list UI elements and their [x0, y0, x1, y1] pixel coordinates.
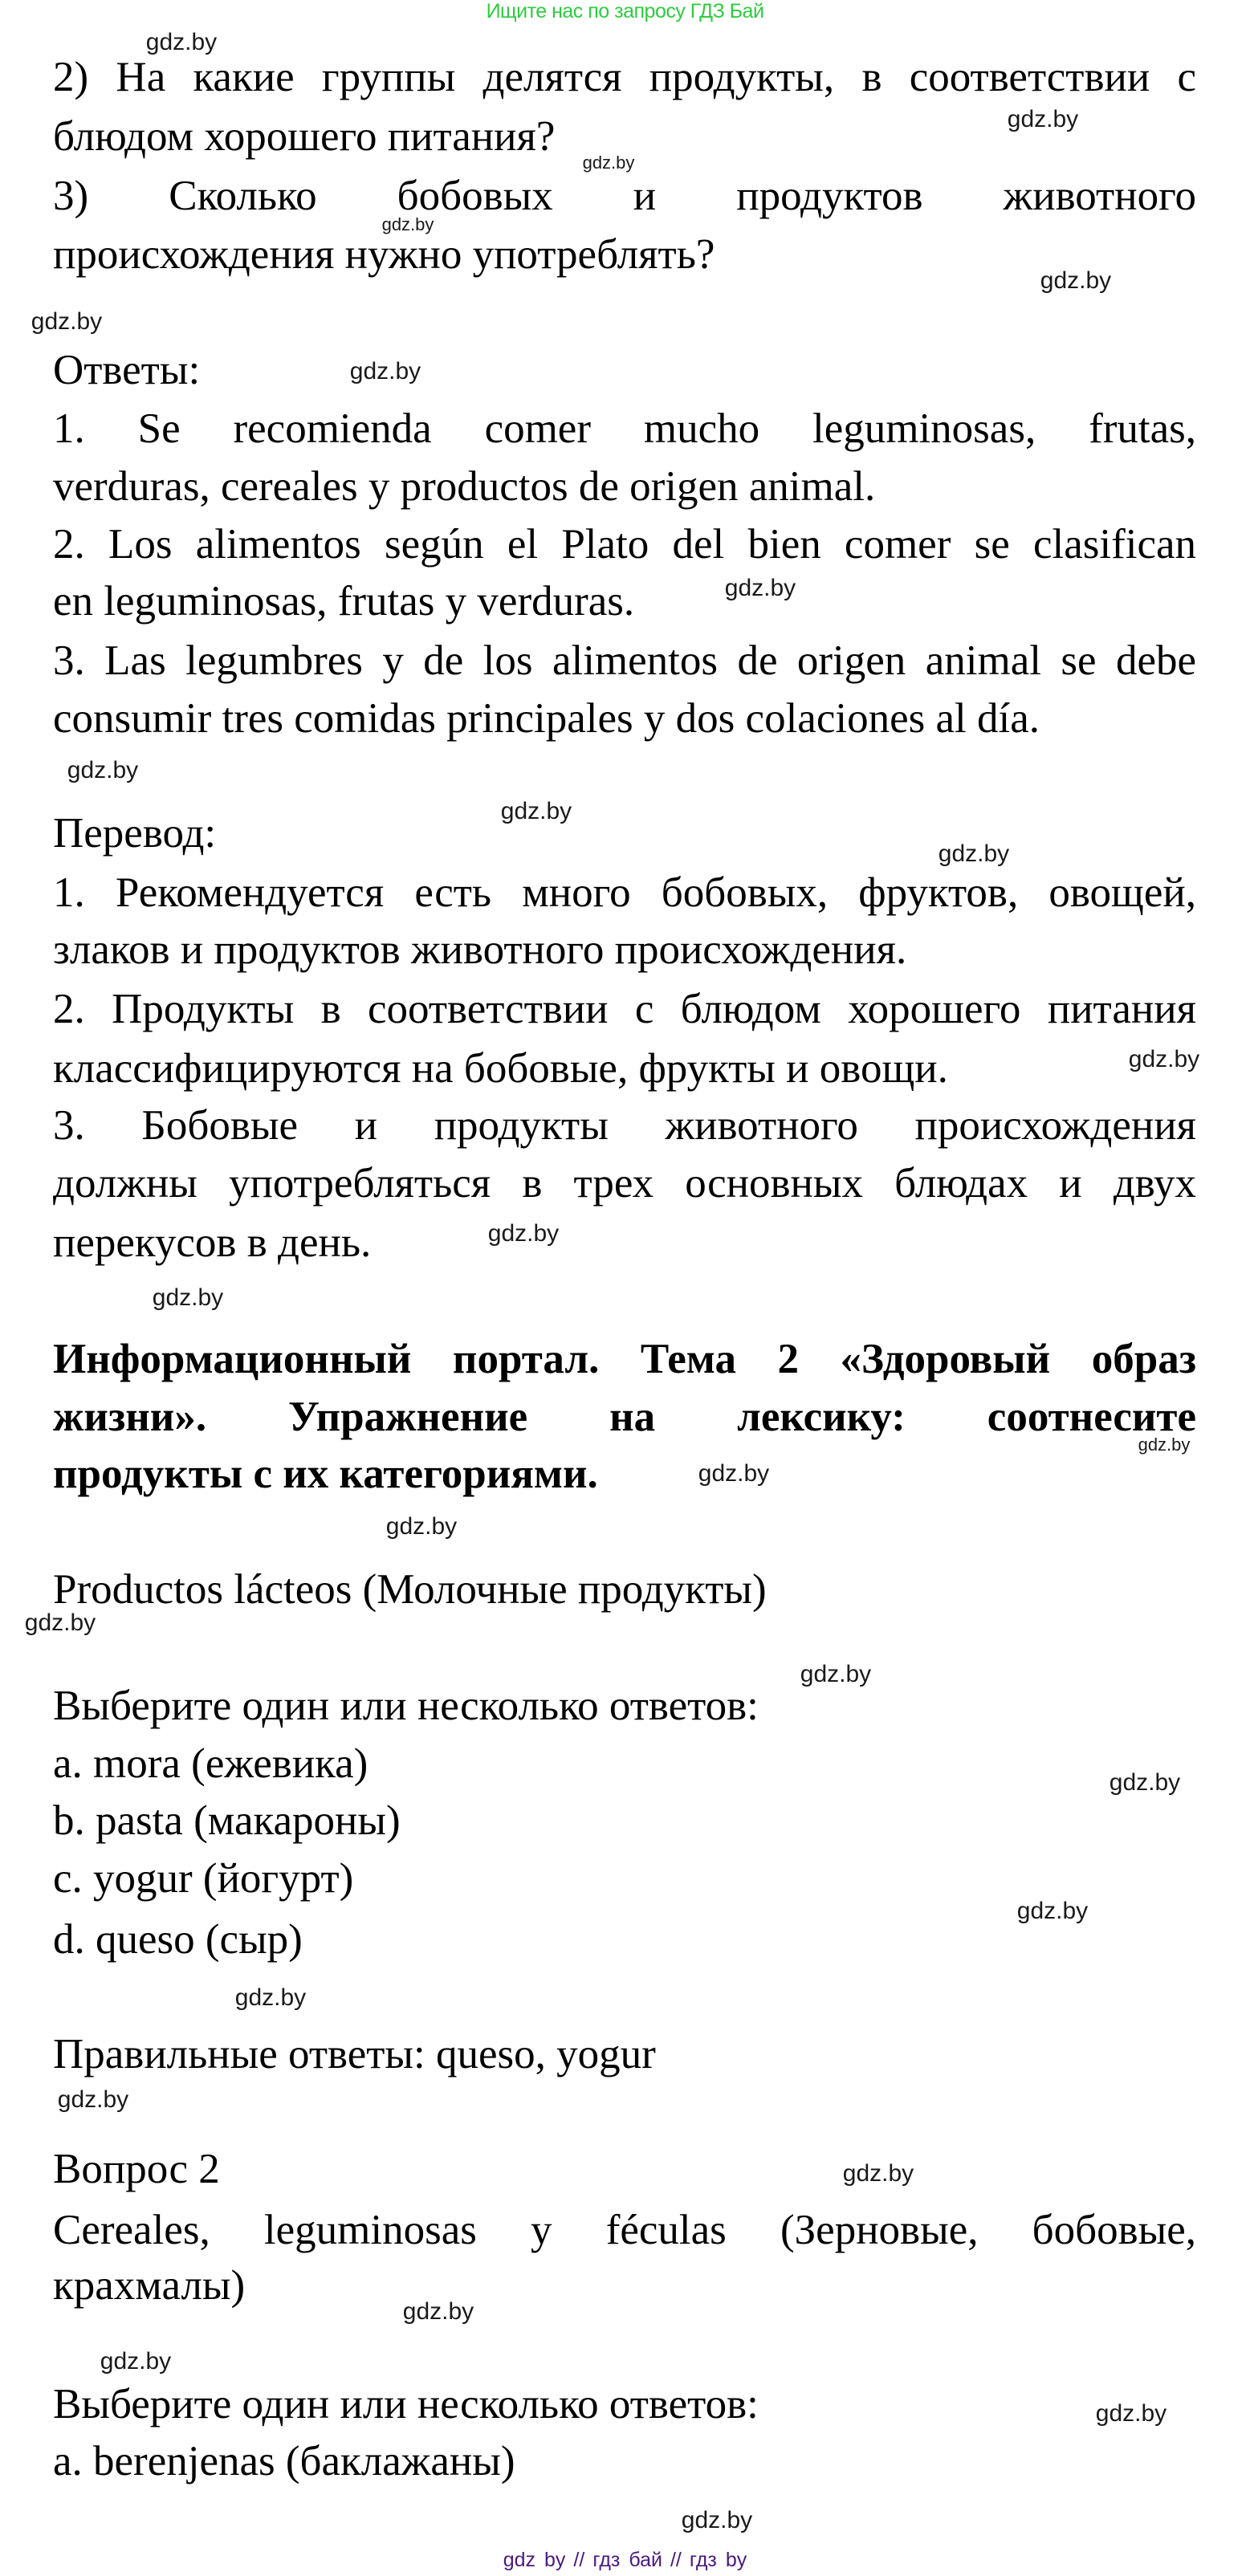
footer-link-gdz-by[interactable]: gdz by — [503, 2549, 566, 2571]
search-banner[interactable]: Ищите нас по запросу ГДЗ Бай — [486, 0, 764, 22]
select-prompt: Выберите один или несколько ответов: — [53, 2381, 759, 2427]
option-c[interactable]: c. yogur (йогурт) — [53, 1855, 354, 1902]
watermark: gdz.by — [24, 1609, 96, 1636]
watermark: gdz.by — [1016, 1898, 1089, 1924]
translation-line: 1. Рекомендуется есть много бобовых, фруктов, овощей, — [53, 869, 1196, 916]
footer-separator: // — [670, 2549, 682, 2571]
watermark: gdz.by — [145, 29, 218, 55]
watermark: gdz.by — [698, 1460, 770, 1487]
watermark: gdz.by — [234, 1984, 307, 2011]
category-label-cont: крахмалы) — [53, 2262, 246, 2309]
footer-links — [0, 2546, 1250, 2574]
watermark: gdz.by — [724, 575, 796, 601]
option-a[interactable]: a. berenjenas (баклажаны) — [53, 2438, 515, 2484]
watermark: gdz.by — [1109, 1769, 1181, 1796]
watermark: gdz.by — [938, 840, 1010, 867]
watermark: gdz.by — [385, 1513, 458, 1540]
exercise-title-line: продукты с их категориями. — [53, 1451, 598, 1497]
watermark: gdz.by — [349, 358, 421, 385]
exercise-title-line: жизни». Упражнение на лексику: соотнесите — [53, 1394, 1196, 1440]
option-d[interactable]: d. queso (сыр) — [53, 1916, 303, 1963]
category-label: Productos lácteos (Молочные продукты) — [53, 1566, 767, 1613]
correct-answers: Правильные ответы: queso, yogur — [53, 2031, 656, 2077]
answer-line: consumir tres comidas principales y dos colaciones al día. — [53, 695, 1040, 742]
watermark: gdz.by — [1128, 1046, 1200, 1072]
footer-separator: // — [573, 2549, 585, 2571]
translation-line: 3. Бобовые и продукты животного происхождения — [53, 1102, 1196, 1149]
question-3-line-2: происхождения нужно употреблять? — [53, 231, 715, 278]
question-2-line-1: 2) На какие группы делятся продукты, в соответствии с — [53, 54, 1196, 100]
answer-line: 3. Las legumbres y de los alimentos de origen animal se debe — [53, 637, 1196, 684]
watermark: gdz.by — [100, 2348, 172, 2375]
watermark: gdz.by — [381, 214, 434, 234]
translation-heading: Перевод: — [53, 810, 217, 857]
select-prompt: Выберите один или несколько ответов: — [53, 1683, 759, 1729]
answers-heading: Ответы: — [53, 347, 201, 393]
watermark: gdz.by — [152, 1284, 224, 1311]
watermark: gdz.by — [842, 2160, 914, 2187]
answer-line: verduras, cereales y productos de origen animal. — [53, 463, 876, 510]
footer-link-gdz-bai[interactable]: гдз бай — [592, 2549, 662, 2571]
watermark: gdz.by — [1007, 106, 1079, 132]
watermark: gdz.by — [582, 153, 635, 173]
question-2-line-2: блюдом хорошего питания? — [53, 113, 556, 160]
translation-line: должны употребляться в трех основных блюдах и двух — [53, 1160, 1196, 1207]
watermark: gdz.by — [1138, 1435, 1191, 1455]
question-2-label: Вопрос 2 — [53, 2146, 220, 2192]
option-a[interactable]: a. mora (ежевика) — [53, 1740, 368, 1787]
watermark: gdz.by — [500, 798, 572, 824]
watermark: gdz.by — [31, 308, 103, 335]
translation-line: перекусов в день. — [53, 1219, 372, 1266]
answer-line: 1. Se recomienda comer mucho leguminosas, frutas, — [53, 405, 1196, 452]
translation-line: злаков и продуктов животного происхождения. — [53, 926, 907, 973]
category-label: Cereales, leguminosas y féculas (Зерновые, бобовые, — [53, 2207, 1196, 2253]
answer-line: 2. Los alimentos según el Plato del bien comer se clasifican — [53, 521, 1196, 568]
watermark: gdz.by — [1040, 267, 1112, 294]
translation-line: 2. Продукты в соответствии с блюдом хорошего питания — [53, 986, 1196, 1032]
answer-line: en leguminosas, frutas y verduras. — [53, 578, 635, 625]
watermark: gdz.by — [67, 757, 139, 783]
watermark: gdz.by — [487, 1220, 560, 1247]
watermark: gdz.by — [800, 1661, 872, 1687]
watermark: gdz.by — [57, 2086, 129, 2113]
question-3-line-1: 3) Сколько бобовых и продуктов животного — [53, 173, 1196, 219]
footer-link-gdz-by-2[interactable]: гдз by — [689, 2549, 747, 2571]
watermark: gdz.by — [1095, 2400, 1167, 2427]
watermark: gdz.by — [681, 2507, 753, 2533]
option-b[interactable]: b. pasta (макароны) — [53, 1797, 401, 1844]
translation-line: классифицируются на бобовые, фрукты и овощи. — [53, 1045, 948, 1092]
watermark: gdz.by — [402, 2298, 474, 2325]
exercise-title-line: Информационный портал. Тема 2 «Здоровый образ — [53, 1336, 1196, 1382]
